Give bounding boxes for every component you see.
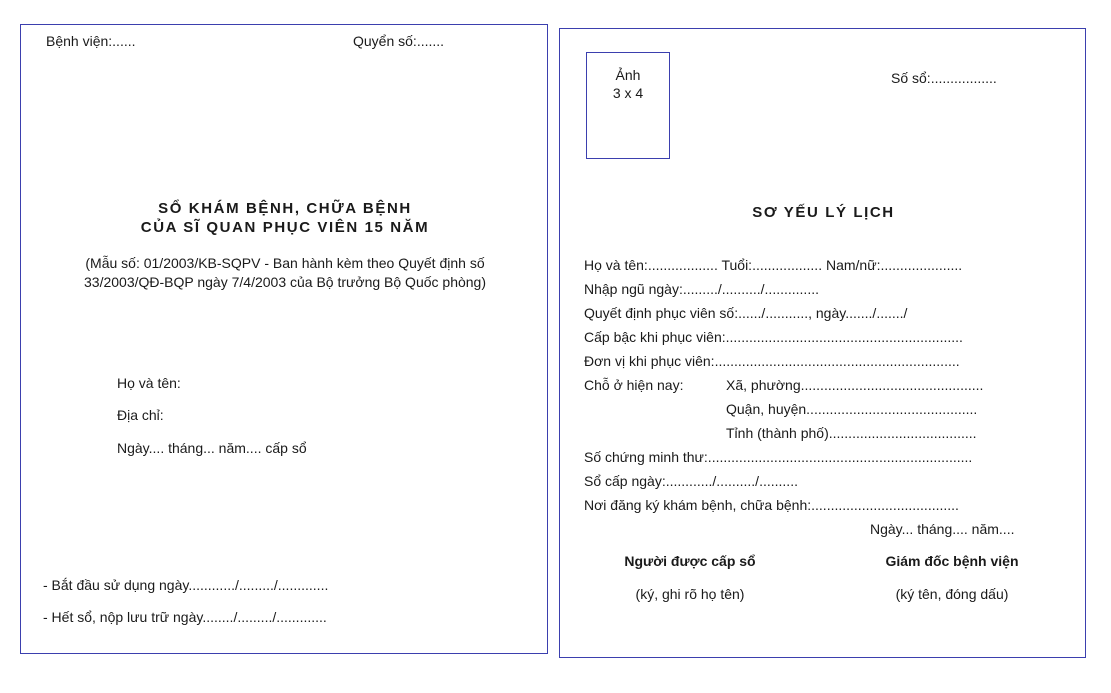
rank-field: Cấp bậc khi phục viên:.............................................................	[584, 329, 963, 345]
director-signature-note: (ký tên, đóng dấu)	[895, 586, 1009, 602]
volume-number-field: Quyển số:.......	[353, 33, 445, 49]
archive-date-field: - Hết sổ, nộp lưu trữ ngày......../........./.............	[43, 609, 327, 625]
residence-commune-field: Xã, phường...............................................	[726, 377, 984, 393]
form-note-line-2: 33/2003/QĐ-BQP ngày 7/4/2003 của Bộ trưởng Bộ Quốc phòng)	[84, 274, 486, 290]
form-note-line-1: (Mẫu số: 01/2003/KB-SQPV - Ban hành kèm theo Quyết định số	[85, 255, 485, 271]
book-number-field: Số sổ:.................	[891, 70, 997, 86]
holder-signature-note: (ký, ghi rõ họ tên)	[635, 586, 745, 602]
resume-page	[559, 28, 1086, 658]
cover-page	[20, 24, 548, 654]
full-name-field: Họ và tên:	[117, 375, 181, 391]
photo-placeholder	[586, 52, 670, 159]
residence-province-field: Tỉnh (thành phố)......................................	[726, 425, 977, 441]
name-age-gender-field: Họ và tên:.................. Tuổi:.................. Nam/nữ:.....................	[584, 257, 963, 273]
residence-label: Chỗ ở hiện nay:	[584, 377, 684, 393]
residence-district-field: Quận, huyện............................................	[726, 401, 978, 417]
registration-hospital-field: Nơi đăng ký khám bệnh, chữa bệnh:......................................	[584, 497, 959, 513]
id-card-field: Số chứng minh thư:....................................................................	[584, 449, 973, 465]
address-field: Địa chỉ:	[117, 407, 164, 423]
issue-date-field: Ngày.... tháng... năm.... cấp sổ	[117, 440, 307, 456]
book-issue-date-field: Sổ cấp ngày:............/........../..........	[584, 473, 798, 489]
director-signature-title: Giám đốc bệnh viện	[885, 553, 1019, 569]
signing-date-field: Ngày... tháng.... năm....	[870, 521, 1015, 537]
unit-field: Đơn vị khi phục viên:...............................................................	[584, 353, 960, 369]
photo-size-label: 3 x 4	[612, 85, 644, 101]
book-title-line-2: CỦA SĨ QUAN PHỤC VIÊN 15 NĂM	[140, 219, 430, 236]
holder-signature-title: Người được cấp sổ	[624, 553, 756, 569]
resume-title: SƠ YẾU LÝ LỊCH	[752, 204, 895, 221]
start-use-date-field: - Bắt đầu sử dụng ngày............/........./.............	[43, 577, 329, 593]
photo-label: Ảnh	[615, 67, 641, 83]
hospital-field: Bệnh viện:......	[46, 33, 136, 49]
book-title-line-1: SỔ KHÁM BỆNH, CHỮA BỆNH	[158, 200, 412, 217]
demobilization-decision-field: Quyết định phục viên số:....../..........., ngày......./......./	[584, 305, 908, 321]
enlistment-date-field: Nhập ngũ ngày:........./........../..............	[584, 281, 819, 297]
